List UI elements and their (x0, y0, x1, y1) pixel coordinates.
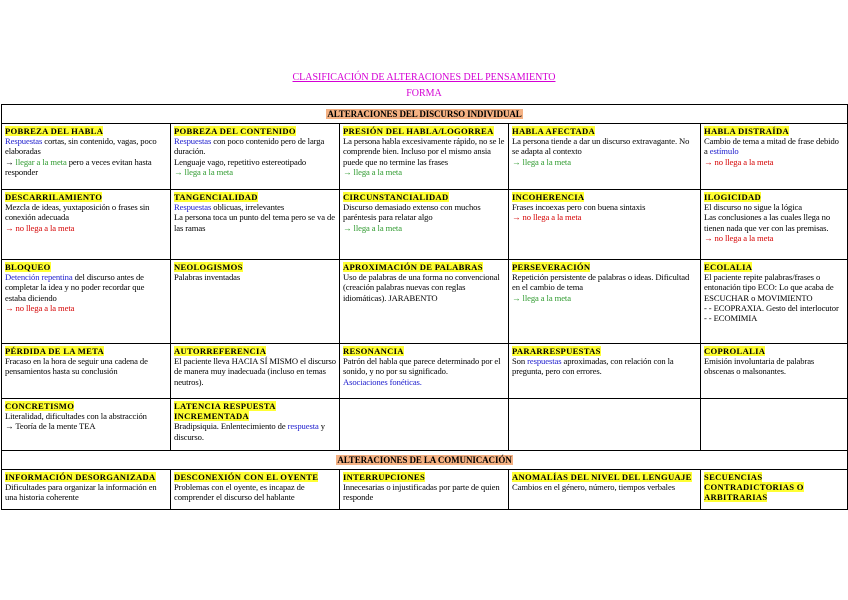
cell-title: AUTORREFERENCIA (174, 346, 267, 356)
cell-title: CIRCUNSTANCIALIDAD (343, 192, 449, 202)
cell-title: INCOHERENCIA (512, 192, 585, 202)
cell-title: TANGENCIALIDAD (174, 192, 258, 202)
cell-autorreferencia: AUTORREFERENCIA El paciente lleva HACIA SÍ MISMO el discurso de manera muy inadecuada (incluso en temas neutros). (171, 344, 340, 399)
cell-title: CONCRETISMO (5, 401, 75, 411)
cell-pobreza-contenido: POBREZA DEL CONTENIDO Respuestas con poco contenido pero de larga duración. Lenguaje vago, repetitivo estereotipado → llega a la meta (171, 124, 340, 190)
cell-title: LATENCIA RESPUESTA INCREMENTADA (174, 401, 276, 422)
cell-title: PRESIÓN DEL HABLA/LOGORREA (343, 126, 494, 136)
cell-title: COPROLALIA (704, 346, 766, 356)
cell-pararrespuestas: PARARRESPUESTAS Son respuestas aproximadas, con relación con la pregunta, pero con errores. (509, 344, 701, 399)
cell-title: PÉRDIDA DE LA META (5, 346, 105, 356)
cell-informacion-desorganizada: INFORMACIÓN DESORGANIZADA Dificultades para organizar la información en una historia coherente (2, 470, 171, 510)
cell-title: ILOGICIDAD (704, 192, 761, 202)
cell-empty (701, 399, 848, 451)
cell-habla-afectada: HABLA AFECTADA La persona tiende a dar un discurso extravagante. No se adapta al contexto → llega a la meta (509, 124, 701, 190)
cell-interrupciones: INTERRUPCIONES Innecesarias o injustificadas por parte de quien responde (340, 470, 509, 510)
cell-title: ECOLALIA (704, 262, 753, 272)
cell-concretismo: CONCRETISMO Literalidad, dificultades con la abstracción → Teoría de la mente TEA (2, 399, 171, 451)
cell-aproximacion-palabras: APROXIMACIÓN DE PALABRAS Uso de palabras de una forma no convencional (creación palabras nuevas con reglas idiomáticas). JARABENTO (340, 260, 509, 344)
cell-habla-distraida: HABLA DISTRAÍDA Cambio de tema a mitad de frase debido a estímulo → no llega a la meta (701, 124, 848, 190)
page-subtitle: FORMA (406, 88, 442, 99)
cell-perseveracion: PERSEVERACIÓN Repetición persistente de palabras o ideas. Dificultad en el cambio de tema → llega a la meta (509, 260, 701, 344)
cell-title: DESCARRILAMIENTO (5, 192, 103, 202)
cell-title: NEOLOGISMOS (174, 262, 243, 272)
cell-ecolalia: ECOLALIA El paciente repite palabras/frases o entonación tipo ECO: Lo que acaba de ESCUCHAR o MOVIMIENTO - - ECOPRAXIA. Gesto del interlocutor - - ECOMIMIA (701, 260, 848, 344)
cell-ilogicidad: ILOGICIDAD El discurso no sigue la lógica Las conclusiones a las cuales llega no tienen nada que ver con las premisas. → no llega a la meta (701, 190, 848, 260)
page-title: CLASIFICACIÓN DE ALTERACIONES DEL PENSAMIENTO (292, 72, 556, 83)
cell-empty (509, 399, 701, 451)
cell-bloqueo: BLOQUEO Detención repentina del discurso antes de completar la idea y no poder recordar que estaba diciendo → no llega a la meta (2, 260, 171, 344)
cell-title: POBREZA DEL HABLA (5, 126, 104, 136)
cell-presion-habla: PRESIÓN DEL HABLA/LOGORREA La persona habla excesivamente rápido, no se le comprende bien. Incluso por el mismo ansia puede que no termine las frases → llega a la meta (340, 124, 509, 190)
cell-descarrilamiento: DESCARRILAMIENTO Mezcla de ideas, yuxtaposición o frases sin conexión adecuada → no llega a la meta (2, 190, 171, 260)
classification-table (1, 104, 848, 510)
cell-title: BLOQUEO (5, 262, 51, 272)
cell-perdida-meta: PÉRDIDA DE LA META Fracaso en la hora de seguir una cadena de pensamientos hasta su conclusión (2, 344, 171, 399)
cell-title: SECUENCIAS CONTRADICTORIAS O ARBITRARIAS (704, 472, 804, 503)
cell-title: PARARRESPUESTAS (512, 346, 601, 356)
cell-title: INTERRUPCIONES (343, 472, 426, 482)
cell-title: PERSEVERACIÓN (512, 262, 591, 272)
cell-coprolalia: COPROLALIA Emisión involuntaria de palabras obscenas o malsonantes. (701, 344, 848, 399)
cell-secuencias-contradictorias (701, 470, 848, 510)
cell-title: APROXIMACIÓN DE PALABRAS (343, 262, 483, 272)
cell-latencia-respuesta: LATENCIA RESPUESTA INCREMENTADA Bradipsiquia. Enlentecimiento de respuesta y discurso. (171, 399, 340, 451)
section-header-comunicacion: ALTERACIONES DE LA COMUNICACIÓN (2, 451, 848, 470)
cell-title: ANOMALÍAS DEL NIVEL DEL LENGUAJE (512, 472, 692, 482)
cell-pobreza-habla: POBREZA DEL HABLA Respuestas cortas, sin contenido, vagas, poco elaboradas → llegar a la meta pero a veces evitan hasta responder (2, 124, 171, 190)
cell-title: DESCONEXIÓN CON EL OYENTE (174, 472, 319, 482)
cell-circunstancialidad: CIRCUNSTANCIALIDAD Discurso demasiado extenso con muchos paréntesis para relatar algo → llega a la meta (340, 190, 509, 260)
cell-empty (340, 399, 509, 451)
cell-title: POBREZA DEL CONTENIDO (174, 126, 296, 136)
cell-tangencialidad: TANGENCIALIDAD Respuestas oblicuas, irrelevantes La persona toca un punto del tema pero se va de las ramas (171, 190, 340, 260)
section-header-discurso: ALTERACIONES DEL DISCURSO INDIVIDUAL (2, 105, 848, 124)
cell-title: INFORMACIÓN DESORGANIZADA (5, 472, 156, 482)
cell-title: HABLA AFECTADA (512, 126, 596, 136)
cell-resonancia: RESONANCIA Patrón del habla que parece determinado por el sonido, y no por su significado. Asociaciones fonéticas. (340, 344, 509, 399)
cell-title: RESONANCIA (343, 346, 404, 356)
cell-incoherencia: INCOHERENCIA Frases incoexas pero con buena sintaxis → no llega a la meta (509, 190, 701, 260)
cell-neologismos: NEOLOGISMOS Palabras inventadas (171, 260, 340, 344)
cell-desconexion-oyente: DESCONEXIÓN CON EL OYENTE Problemas con el oyente, es incapaz de comprender el discurso del hablante (171, 470, 340, 510)
cell-anomalias-nivel: ANOMALÍAS DEL NIVEL DEL LENGUAJE Cambios en el género, número, tiempos verbales (509, 470, 701, 510)
cell-title: HABLA DISTRAÍDA (704, 126, 789, 136)
